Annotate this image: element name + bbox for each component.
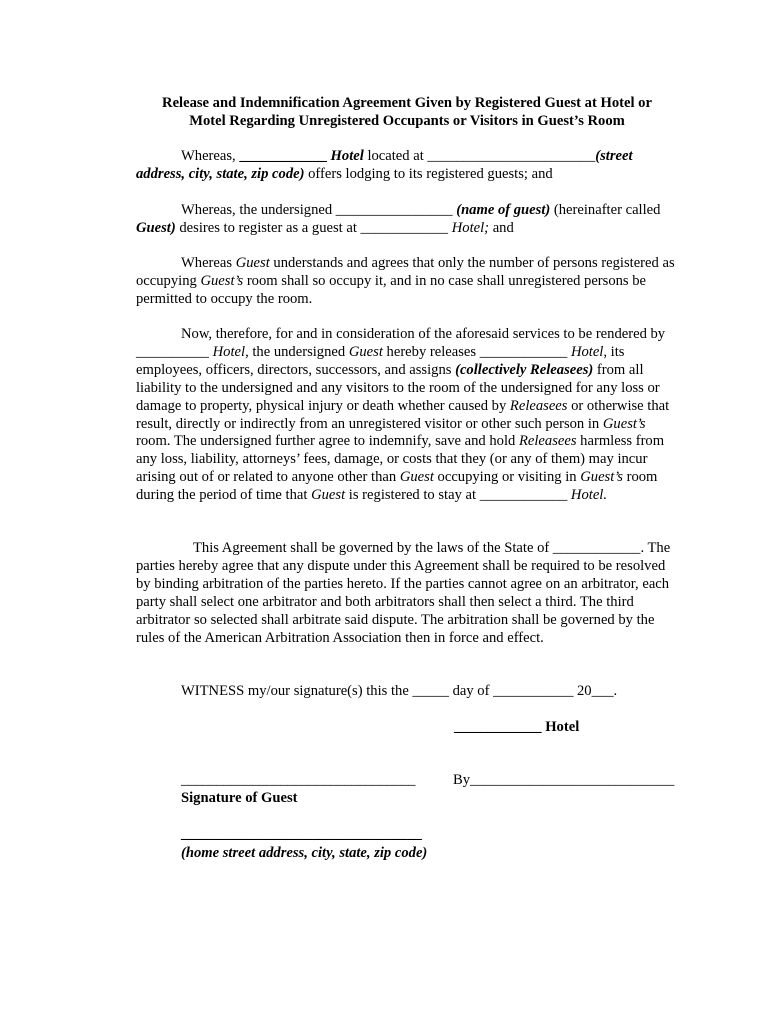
p4-text-u: is registered to stay at ____________ [345, 487, 571, 504]
by-signature-line: By____________________________ [453, 772, 675, 788]
p4-text-i: from all liability to the undersigned and any visitors to the room of the undersigned for any loss or damage to property, physical injury or death whether caused by [136, 361, 660, 414]
witness-line: WITNESS my/our signature(s) this the _____ day of ___________ 20___. [181, 683, 618, 699]
guest-signature-line: _________________________________ [181, 772, 416, 788]
p4-text-q: occupying or visiting in [433, 469, 581, 486]
p4-text-a: Now, therefore, for and in consideration of the aforesaid services to be rendered by __________ [136, 326, 666, 360]
paragraph-hotel-location [136, 148, 682, 184]
p1-text-g: offers lodging to its registered guests; and [304, 165, 553, 182]
p2-text-a: Whereas, the undersigned ________________ [181, 202, 457, 218]
p1-address-hint: (street address, city, state, zip code) [136, 148, 633, 182]
p4-guest-1: Guest [348, 343, 383, 360]
p4-text-g: , its employees, officers, directors, successors, and assigns [136, 343, 625, 378]
p4-text-s: room during the period of time that [136, 469, 658, 504]
p4-text-c: , the undersigned [245, 343, 349, 360]
p3-text-c: understands and agrees that only the number of persons registered as occupying [136, 255, 675, 289]
address-signature-line: _________________________________ [181, 826, 422, 842]
paragraph-guest-name [136, 202, 682, 238]
p4-releasees-1: Releasees [509, 397, 568, 414]
p1-text-a: Whereas, [181, 148, 240, 164]
paragraph-occupancy [136, 255, 682, 309]
p1-address-blank: _______________________ [427, 148, 596, 164]
p4-releasees-def: (collectively Releasees) [455, 361, 594, 378]
p3-text-e: room shall so occupy it, and in no case shall unregistered persons be permitted to occupy the room. [136, 272, 647, 307]
p4-hotel-1: Hotel [212, 343, 246, 360]
p2-text-g: and [489, 219, 514, 236]
p2-name-hint: (name of guest) [456, 202, 551, 218]
title-line-1: Release and Indemnification Agreement Given by Registered Guest at Hotel or [162, 95, 652, 111]
home-address-text: (home street address, city, state, zip code) [181, 845, 428, 861]
p2-guest-term: Guest) [136, 219, 176, 236]
p2-text-e: desires to register as a guest at ____________ [175, 219, 452, 236]
title-line-2: Motel Regarding Unregistered Occupants or Visitors in Guest’s Room [189, 113, 625, 129]
document-title [136, 94, 678, 130]
p1-hotel-blank: ____________ [239, 148, 327, 164]
p4-text-o: harmless from any loss, liability, attorneys’ fees, damage, or costs that they (or any of them) may incur arising out of or related to anyone other than [136, 433, 665, 486]
p4-guests-1: Guest’s [602, 415, 646, 432]
p4-text-e: hereby releases ____________ [382, 343, 571, 360]
p4-hotel-3: Hotel. [570, 487, 607, 504]
p1-hotel-word: Hotel [326, 148, 364, 164]
p3-guest: Guest [235, 255, 270, 271]
p4-guest-2: Guest [399, 469, 434, 486]
p4-guests-2: Guest’s [580, 469, 623, 486]
p3-guests: Guest’s [200, 272, 244, 289]
signature-of-guest-label: Signature of Guest [181, 790, 298, 806]
p1-text-d: located at [363, 148, 428, 164]
p4-guest-3: Guest [311, 487, 346, 504]
p4-hotel-2: Hotel [570, 343, 604, 360]
p4-text-m: room. The undersigned further agree to indemnify, save and hold [136, 433, 519, 450]
p4-text-k: or otherwise that result, directly or indirectly from an unregistered visitor or other such person in [136, 397, 670, 432]
p2-hotel-word: Hotel; [451, 219, 490, 236]
hotel-signature-line: ____________ Hotel [454, 719, 580, 735]
p2-text-c: (hereinafter called [550, 202, 661, 218]
home-address-label [181, 845, 427, 863]
p3-text-a: Whereas [181, 255, 236, 271]
paragraph-governing-law: This Agreement shall be governed by the laws of the State of ____________. The parties hereby agree that any dispute under this Agreement shall be required to be resolved by binding arbitration of the parties hereto. If the parties cannot agree on an arbitrator, each party shall select one arbitrator and both arbitrators shall then select a third. The third arbitrator so selected shall arbitrate said dispute. The arbitration shall be governed by the rules of the American Arbitration Association then in force and effect. [136, 540, 671, 646]
paragraph-release [136, 326, 682, 505]
p4-releasees-2: Releasees [518, 433, 577, 450]
